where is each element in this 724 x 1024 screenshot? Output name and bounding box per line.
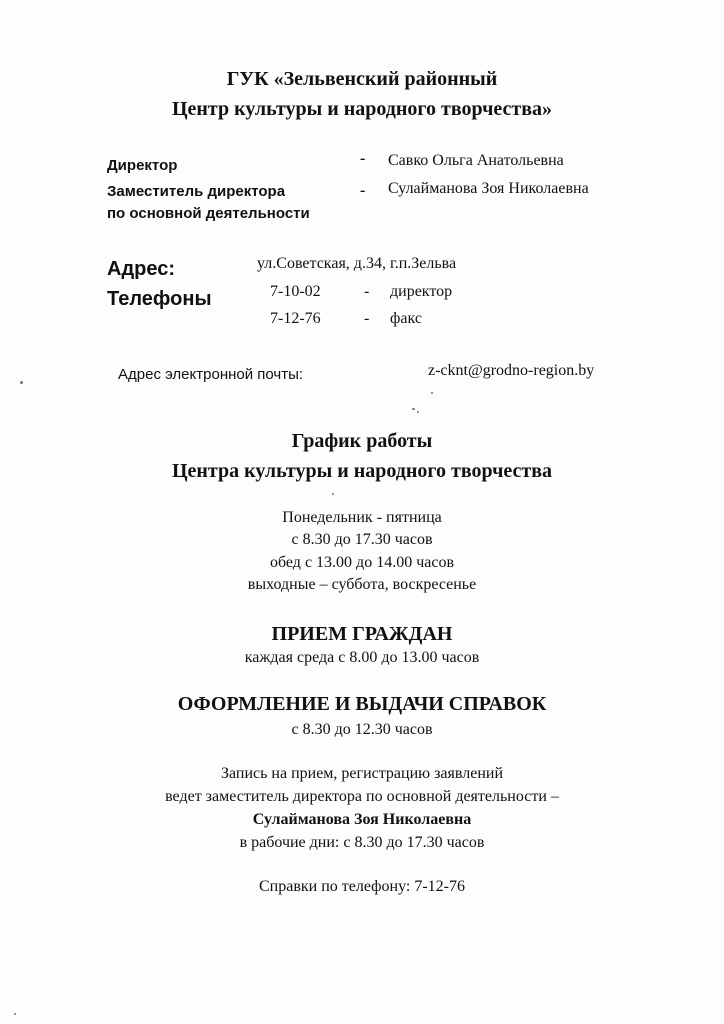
registration-line2: ведет заместитель директора по основной деятельности – bbox=[165, 788, 559, 805]
phone-number: 7-12-76 bbox=[270, 310, 321, 327]
reception-time: каждая среда с 8.00 до 13.00 часов bbox=[244, 649, 480, 666]
address-value: ул.Советская, д.34, г.п.Зельва bbox=[257, 255, 457, 272]
phone-purpose: факс bbox=[390, 310, 422, 327]
certificates-time: с 8.30 до 12.30 часов bbox=[291, 721, 433, 738]
schedule-title-line2: Центра культуры и народного творчества bbox=[171, 460, 553, 482]
email-value: z-cknt@grodno-region.by bbox=[428, 362, 595, 379]
schedule-weekend: выходные – суббота, воскресенье bbox=[247, 576, 477, 593]
certificates-title: ОФОРМЛЕНИЕ И ВЫДАЧИ СПРАВОК bbox=[177, 693, 547, 715]
scan-speck bbox=[14, 1013, 16, 1015]
org-title-line1: ГУК «Зельвенский районный bbox=[226, 68, 498, 90]
schedule-hours: с 8.30 до 17.30 часов bbox=[291, 531, 433, 548]
scan-speck bbox=[332, 493, 334, 495]
director-dash: - bbox=[360, 150, 366, 167]
phones-label: Телефоны bbox=[107, 288, 212, 310]
scan-speck bbox=[417, 411, 419, 413]
scan-speck bbox=[20, 381, 23, 384]
phone-dash: - bbox=[364, 310, 370, 327]
scan-speck bbox=[431, 392, 433, 394]
director-name: Савко Ольга Анатольевна bbox=[388, 152, 564, 169]
registration-line4: в рабочие дни: с 8.30 до 17.30 часов bbox=[239, 834, 485, 851]
scan-speck bbox=[412, 408, 415, 410]
deputy-label-line1: Заместитель директора bbox=[107, 183, 286, 200]
address-label: Адрес: bbox=[107, 258, 175, 280]
registration-name: Сулайманова Зоя Николаевна bbox=[252, 811, 472, 828]
director-label: Директор bbox=[107, 157, 178, 174]
registration-line1: Запись на прием, регистрацию заявлений bbox=[220, 765, 504, 782]
schedule-lunch: обед с 13.00 до 14.00 часов bbox=[269, 554, 454, 571]
org-title-line2: Центр культуры и народного творчества» bbox=[171, 98, 553, 120]
schedule-title-line1: График работы bbox=[291, 430, 433, 452]
deputy-name: Сулайманова Зоя Николаевна bbox=[388, 180, 589, 197]
phone-purpose: директор bbox=[390, 283, 453, 300]
email-label: Адрес электронной почты: bbox=[118, 366, 304, 383]
phone-dash: - bbox=[364, 283, 370, 300]
deputy-dash: - bbox=[360, 182, 366, 199]
deputy-label-line2: по основной деятельности bbox=[107, 205, 310, 222]
reception-title: ПРИЕМ ГРАЖДАН bbox=[271, 623, 453, 645]
schedule-days: Понедельник - пятница bbox=[282, 509, 442, 526]
inquiries-phone: Справки по телефону: 7-12-76 bbox=[259, 878, 465, 895]
phone-number: 7-10-02 bbox=[270, 283, 321, 300]
